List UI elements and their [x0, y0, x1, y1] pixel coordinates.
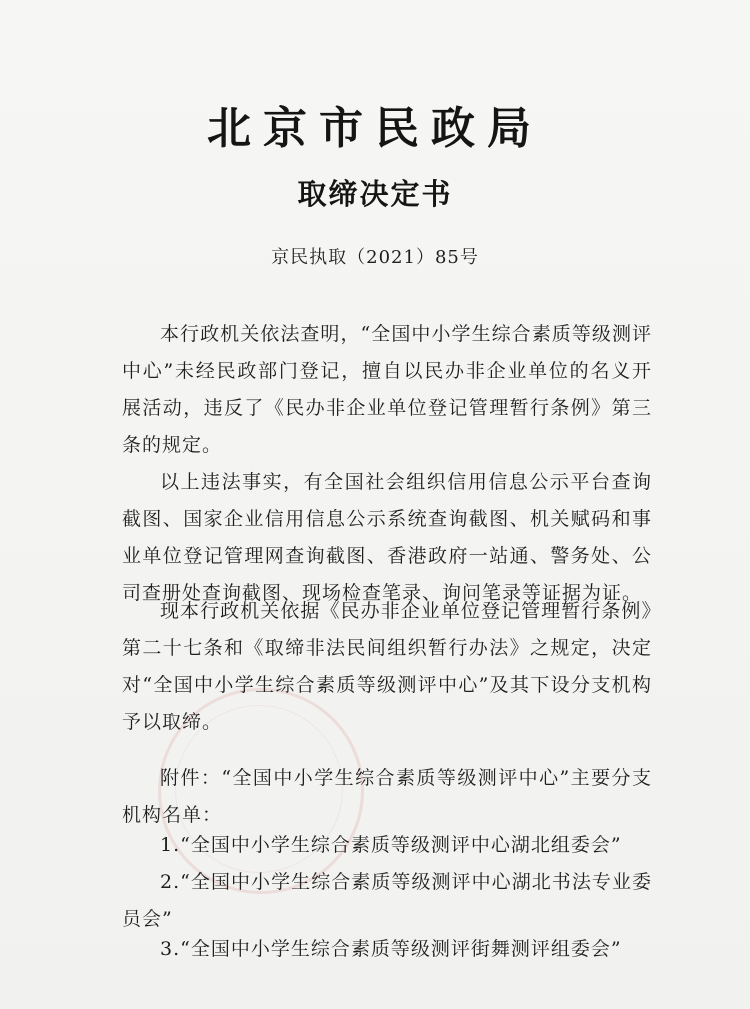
attachment-item-1: 1.“全国中小学生综合素质等级测评中心湖北组委会”	[160, 834, 622, 856]
agency-title: 北京市民政局	[207, 103, 543, 154]
document-title: 取缔决定书	[297, 177, 453, 211]
attachment-item-3: 3.“全国中小学生综合素质等级测评街舞测评组委会”	[160, 938, 622, 960]
attachment-intro	[122, 760, 652, 834]
attachment-intro-text: 附件：“全国中小学生综合素质等级测评中心”主要分支机构名单：	[122, 767, 652, 826]
attachment-item	[122, 827, 652, 864]
finding-text: 本行政机关依法查明，“全国中小学生综合素质等级测评中心”未经民政部门登记，擅自以民办非企业单位的名义开展活动，违反了《民办非企业单位登记管理暂行条例》第三条的规定。	[122, 323, 652, 456]
attachment-item-2: 2.“全国中小学生综合素质等级测评中心湖北书法专业委员会”	[122, 871, 652, 930]
decision-text: 现本行政机关依据《民办非企业单位登记管理暂行条例》第二十七条和《取缔非法民间组织暂行办法》之规定，决定对“全国中小学生综合素质等级测评中心”及其下设分支机构予以取缔。	[122, 600, 652, 733]
evidence-paragraph	[122, 464, 652, 612]
decision-paragraph	[122, 593, 652, 741]
document-number: 京民执取（2021）85号	[271, 247, 479, 268]
attachment-item	[122, 931, 652, 968]
finding-paragraph	[122, 316, 652, 464]
evidence-text: 以上违法事实，有全国社会组织信用信息公示平台查询截图、国家企业信用信息公示系统查询截图、机关赋码和事业单位登记管理网查询截图、香港政府一站通、警务处、公司查册处查询截图、现场检查笔录、询问笔录等证据为证。	[122, 471, 652, 604]
attachment-item	[122, 864, 652, 938]
